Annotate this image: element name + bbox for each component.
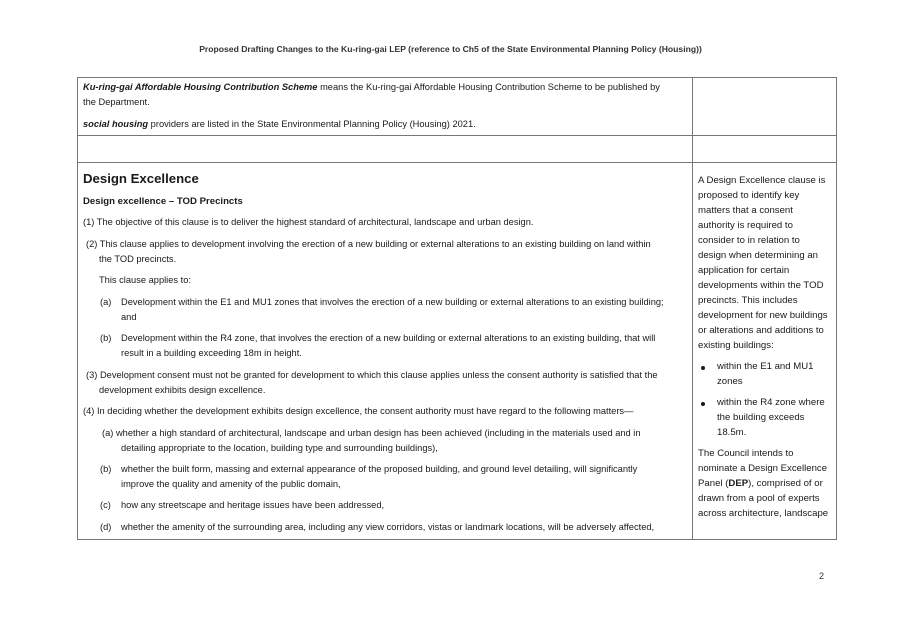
definition-scheme-cont: the Department. [83, 97, 150, 107]
clause-3: (3) Development consent must not be granted for development to which this clause applies unless the consent authority is satisfied that the [86, 370, 658, 380]
commentary-bullet-2: within the R4 zone where [717, 397, 825, 408]
row-divider [77, 162, 837, 163]
commentary-line: existing buildings: [698, 340, 774, 351]
commentary-line: design when determining an [698, 250, 819, 261]
clause-3-cont: development exhibits design excellence. [99, 385, 266, 395]
document-header: Proposed Drafting Changes to the Ku-ring-gai LEP (reference to Ch5 of the State Environmental Planning Policy (Housing)) [199, 44, 702, 54]
definition-text: means the Ku-ring-gai Affordable Housing Contribution Scheme to be published by [317, 82, 660, 92]
commentary-line: matters that a consent [698, 205, 793, 216]
section-subtitle: Design excellence – TOD Precincts [83, 196, 243, 207]
clause-2: (2) This clause applies to development involving the erection of a new building or external alterations to an existing building on land within [86, 239, 651, 249]
column-divider [692, 77, 693, 540]
item-label-a: (a) [100, 297, 112, 307]
definition-social-housing [83, 117, 476, 132]
page-number: 2 [819, 571, 825, 581]
table-border-bottom [77, 539, 837, 540]
commentary-bullet-2-cont: the building exceeds [717, 412, 805, 423]
commentary-text: Panel ( [698, 478, 729, 489]
matter-b: whether the built form, massing and external appearance of the proposed building, and ground level detailing, will significantly [121, 464, 638, 474]
clause-4: (4) In deciding whether the development exhibits design excellence, the consent authority must have regard to the following matters— [83, 406, 634, 416]
drafting-table [77, 77, 837, 540]
commentary-text: ), comprised of or [748, 478, 823, 489]
commentary-line: developments within the TOD [698, 280, 824, 291]
bullet-icon [701, 366, 705, 370]
commentary-council: The Council intends to [698, 448, 794, 459]
commentary-bullet-2-cont: 18.5m. [717, 427, 747, 438]
commentary-line: authority is required to [698, 220, 793, 231]
dep-abbreviation: DEP [728, 478, 749, 489]
term-scheme: Ku-ring-gai Affordable Housing Contribution Scheme [83, 82, 318, 92]
commentary-council: across architecture, landscape [698, 508, 829, 519]
commentary-line: A Design Excellence clause is [698, 175, 826, 186]
matter-label-b: (b) [100, 464, 112, 474]
bullet-icon [701, 402, 705, 406]
commentary-line: consider to in relation to [698, 235, 800, 246]
commentary-bullet-1-cont: zones [717, 376, 743, 387]
item-b: Development within the R4 zone, that involves the erection of a new building or external alterations to an existing building, that will [121, 333, 656, 343]
table-border-right [836, 77, 837, 540]
table-border-top [77, 77, 837, 78]
matter-a-cont: detailing appropriate to the location, building type and surrounding buildings), [121, 443, 438, 453]
row-divider [77, 135, 837, 136]
section-title: Design Excellence [83, 171, 199, 186]
commentary-line: proposed to identify key [698, 190, 800, 201]
item-a: Development within the E1 and MU1 zones that involves the erection of a new building or external alterations to an existing building; [121, 297, 664, 307]
matter-label-c: (c) [100, 500, 111, 510]
commentary-council [698, 476, 823, 491]
commentary-bullet-1: within the E1 and MU1 [717, 361, 814, 372]
definition-text: providers are listed in the State Environmental Planning Policy (Housing) 2021. [148, 119, 476, 129]
matter-a: (a) whether a high standard of architectural, landscape and urban design has been achieved (including in the materials used and in [102, 428, 641, 438]
matter-label-d: (d) [100, 522, 112, 532]
matter-c: how any streetscape and heritage issues have been addressed, [121, 500, 385, 510]
clause-2-applies: This clause applies to: [99, 275, 191, 285]
commentary-council: drawn from a pool of experts [698, 493, 820, 504]
commentary-council: nominate a Design Excellence [698, 463, 828, 474]
commentary-line: or alterations and additions to [698, 325, 824, 336]
commentary-line: development for new buildings [698, 310, 828, 321]
matter-b-cont: improve the quality and amenity of the public domain, [121, 479, 341, 489]
matter-d: whether the amenity of the surrounding area, including any view corridors, vistas or landmark locations, will be adversely affected, [121, 522, 655, 532]
item-b-cont: result in a building exceeding 18m in height. [121, 348, 302, 358]
clause-2-cont: the TOD precincts. [99, 254, 177, 264]
table-border-left [77, 77, 78, 540]
term-social-housing: social housing [83, 119, 149, 129]
commentary-line: precincts. This includes [698, 295, 798, 306]
item-label-b: (b) [100, 333, 112, 343]
commentary-line: application for certain [698, 265, 790, 276]
clause-1: (1) The objective of this clause is to deliver the highest standard of architectural, landscape and urban design. [83, 217, 534, 227]
item-a-cont: and [121, 312, 137, 322]
definition-scheme [83, 80, 660, 95]
